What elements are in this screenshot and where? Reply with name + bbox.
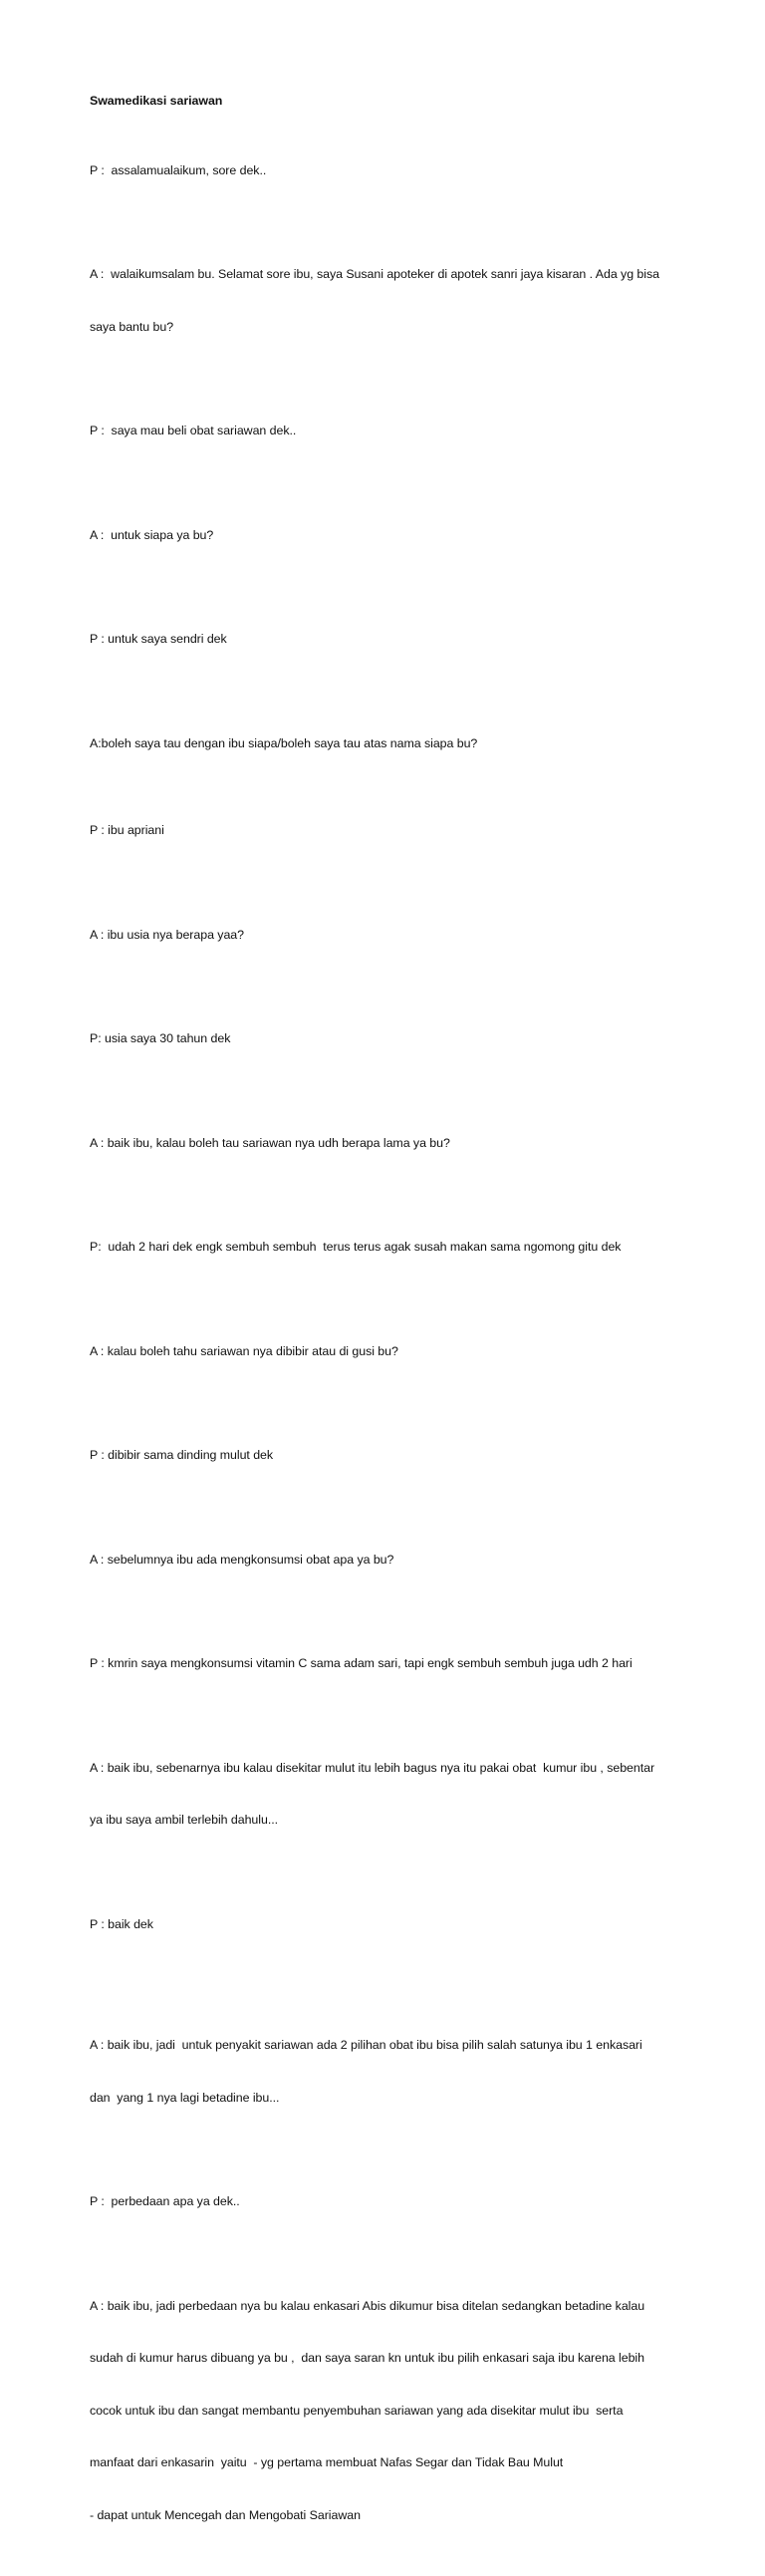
text-line: ya ibu saya ambil terlebih dahulu... bbox=[90, 1813, 278, 1827]
dialogue-line bbox=[90, 1308, 687, 1396]
dialogue-line bbox=[90, 2002, 687, 2142]
document-page bbox=[90, 93, 687, 2576]
text-line: A : ibu usia nya berapa yaa? bbox=[90, 927, 244, 942]
dialogue-line bbox=[90, 1725, 687, 1864]
text-line: P: usia saya 30 tahun dek bbox=[90, 1031, 231, 1045]
text-line: P: udah 2 hari dek engk sembuh sembuh terus terus agak susah makan sama ngomong gitu dek bbox=[90, 1240, 622, 1254]
text-line: P : perbedaan apa ya dek.. bbox=[90, 2194, 240, 2208]
dialogue-line bbox=[90, 388, 687, 475]
dialogue-line bbox=[90, 2263, 687, 2560]
document-title: Swamedikasi sariawan bbox=[90, 94, 223, 108]
text-line: A : baik ibu, jadi untuk penyakit sariawan ada 2 pilihan obat ibu bisa pilih salah satunya ibu 1 enkasari bbox=[90, 2038, 642, 2052]
dialogue-line bbox=[90, 492, 687, 580]
dialogue-line bbox=[90, 1620, 687, 1708]
text-line: manfaat dari enkasarin yaitu - yg pertama membuat Nafas Segar dan Tidak Bau Mulut bbox=[90, 2455, 564, 2469]
text-line: P : baik dek bbox=[90, 1916, 153, 1931]
text-line: sudah di kumur harus dibuang ya bu , dan saya saran kn untuk ibu pilih enkasari saja ibu karena lebih bbox=[90, 2351, 644, 2365]
text-line: P : untuk saya sendri dek bbox=[90, 632, 227, 646]
text-line: P : ibu apriani bbox=[90, 823, 164, 837]
text-line: cocok untuk ibu dan sangat membantu penyembuhan sariawan yang ada disekitar mulut ibu serta bbox=[90, 2403, 624, 2418]
text-line: saya bantu bu? bbox=[90, 319, 174, 334]
text-line: - dapat untuk Mencegah dan Mengobati Sariawan bbox=[90, 2507, 361, 2522]
dialogue-line bbox=[90, 1204, 687, 1291]
text-line: A : walaikumsalam bu. Selamat sore ibu, saya Susani apoteker di apotek sanri jaya kisaran . Ada yg bisa bbox=[90, 267, 659, 281]
text-line: P : assalamualaikum, sore dek.. bbox=[90, 162, 267, 177]
dialogue-line bbox=[90, 231, 687, 371]
text-line: P : saya mau beli obat sariawan dek.. bbox=[90, 424, 297, 437]
dialogue-line bbox=[90, 1100, 687, 1188]
text-line: P : dibibir sama dinding mulut dek bbox=[90, 1448, 274, 1462]
dialogue-line bbox=[90, 1881, 687, 1969]
text-line: P : kmrin saya mengkonsumsi vitamin C sama adam sari, tapi engk sembuh sembuh juga udh 2 hari bbox=[90, 1656, 633, 1670]
dialogue-line bbox=[90, 1517, 687, 1604]
dialogue-line bbox=[90, 596, 687, 684]
dialogue-line bbox=[90, 996, 687, 1083]
text-line: A : baik ibu, jadi perbedaan nya bu kalau enkasari Abis dikumur bisa ditelan sedangkan betadine kalau bbox=[90, 2298, 645, 2313]
text-line: A : baik ibu, kalau boleh tau sariawan nya udh berapa lama ya bu? bbox=[90, 1135, 450, 1150]
dialogue-line bbox=[90, 892, 687, 980]
dialogue-line bbox=[90, 701, 687, 788]
dialogue-line bbox=[90, 787, 687, 875]
dialogue-line bbox=[90, 1412, 687, 1500]
text-line: dan yang 1 nya lagi betadine ibu... bbox=[90, 2090, 280, 2105]
dialogue-line bbox=[90, 2158, 687, 2246]
text-line: A : untuk siapa ya bu? bbox=[90, 527, 214, 542]
text-line: A : baik ibu, sebenarnya ibu kalau disekitar mulut itu lebih bagus nya itu pakai obat kumur ibu , sebentar bbox=[90, 1760, 655, 1775]
dialogue-line bbox=[90, 128, 687, 215]
text-line: A:boleh saya tau dengan ibu siapa/boleh saya tau atas nama siapa bu? bbox=[90, 735, 478, 750]
text-line: A : kalau boleh tahu sariawan nya dibibir atau di gusi bu? bbox=[90, 1343, 398, 1358]
text-line: A : sebelumnya ibu ada mengkonsumsi obat apa ya bu? bbox=[90, 1552, 394, 1567]
